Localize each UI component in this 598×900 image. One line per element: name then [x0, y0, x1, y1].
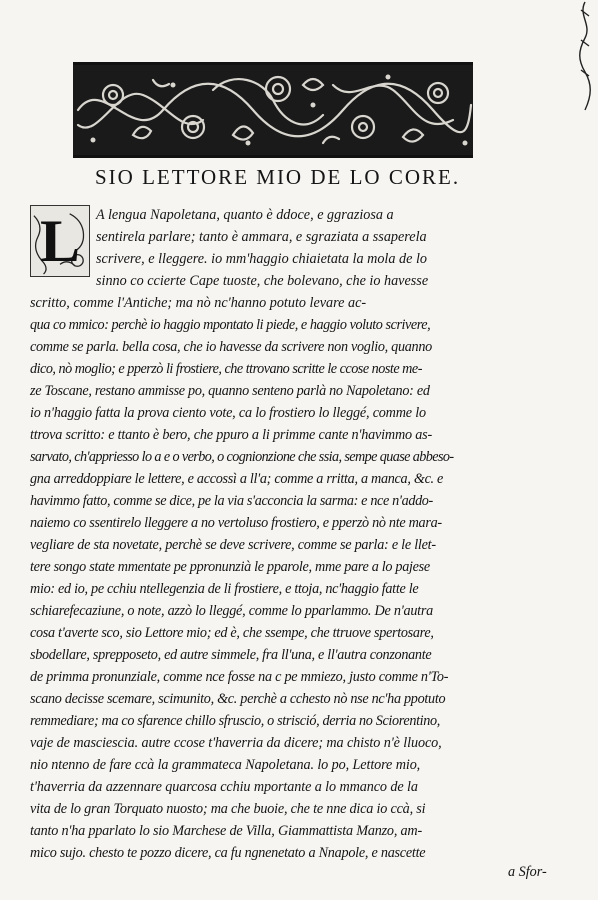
text-line: comme se parla. bella cosa, che io havesse da scrivere non voglio, quanno — [30, 339, 432, 355]
text-line: ze Toscane, restano ammisse po, quanno senteno parlà no Napoletano: ed — [30, 383, 430, 399]
text-line: vaje de masciescia. autre ccose t'haverria da dicere; ma chisto n'è lluoco, — [30, 735, 442, 751]
text-line: schiarefecaziune, o note, azzò lo lleggé, comme lo pparlammo. De n'autra — [30, 603, 433, 619]
text-line: sentirela parlare; tanto è ammara, e sgraziata a ssaperela — [96, 229, 427, 245]
text-line: scritto, comme l'Antiche; ma nò nc'hanno potuto levare ac- — [30, 295, 367, 311]
text-line: cosa t'averte sco, sio Lettore mio; ed è, che ssempe, che ttruove spertosare, — [30, 625, 434, 641]
text-line: mio: ed io, pe cchiu ntellegenzia de li frostiere, e ttoja, nc'haggio fatte le — [30, 581, 419, 597]
catchword: a Sfor- — [508, 864, 547, 880]
text-line: vegliare de sta novetate, perchè se deve scrivere, comme se parla: e le llet- — [30, 537, 436, 553]
text-line: tanto n'ha pparlato lo sio Marchese de Villa, Giammattista Manzo, am- — [30, 823, 422, 839]
text-line: scano decisse scemare, scimunito, &c. perchè a cchesto nò nse nc'ha ppotuto — [30, 691, 446, 707]
text-line: naiemo co ssentirelo lleggere a no vertoluso frostiero, e pperzò nò nte mara- — [30, 515, 442, 531]
page-heading: SIO LETTORE MIO DE LO CORE. — [95, 165, 461, 189]
drop-cap-letter: L — [40, 208, 81, 274]
text-line: t'haverria da azzennare quarcosa cchiu mportante a lo mmanco de la — [30, 779, 418, 795]
text-line: sbodellare, sprepposeto, ed autre simmele, fra ll'una, e ll'autra conzonante — [30, 647, 432, 663]
text-line: gna arreddoppiare le lettere, e accossì a ll'a; comme a rritta, a manca, &c. e — [30, 471, 444, 487]
text-line: A lengua Napoletana, quanto è ddoce, e ggraziosa a — [96, 207, 394, 223]
text-line: dico, nò moglio; e pperzò li frostiere, che ttrovano scritte le ccose noste me- — [30, 361, 422, 377]
text-line: remmediare; ma co sfarence chillo sfruscio, o strisció, derria no Sciorentino, — [30, 713, 440, 729]
text-line: qua co mmico: perchè io haggio mpontato li piede, e haggio voluto scrivere, — [30, 317, 431, 333]
text-line: scrivere, e lleggere. io mm'haggio chiaietata la mola de lo — [96, 251, 427, 267]
text-line: vita de lo gran Torquato nuosto; ma che buoie, che te nne dica io ccà, si — [30, 801, 426, 817]
text-line: sarvato, ch'appriesso lo a e o verbo, o cognionzione che ssia, sempe quase abbeso- — [30, 449, 454, 465]
text-line: mico sujo. chesto te pozzo dicere, ca fu ngnenetato a Nnapole, e nascette — [30, 845, 426, 861]
text-line: io n'haggio fatta la prova ciento vote, ca lo frostiero lo lleggé, comme lo — [30, 405, 426, 421]
text-line: ttrova scritto: e ttanto è bero, che ppuro a li primme cante n'havimmo as- — [30, 427, 432, 443]
text-line: de primma pronunziale, comme nce fosse na c pe mmiezo, justo comme n'To- — [30, 669, 449, 685]
text-line: havimmo fatto, comme se dice, pe la via s'acconcia la sarma: e nce n'addo- — [30, 493, 433, 509]
text-line: tere songo state mmentate pe ppronunzià le pparole, mme pare a lo pajese — [30, 559, 430, 575]
text-line: sinno co ccierte Cape tuoste, che bolevano, che io havesse — [96, 273, 429, 289]
text-line: nio ntenno de fare ccà la grammateca Napoletana. lo po, Lettore mio, — [30, 757, 421, 773]
